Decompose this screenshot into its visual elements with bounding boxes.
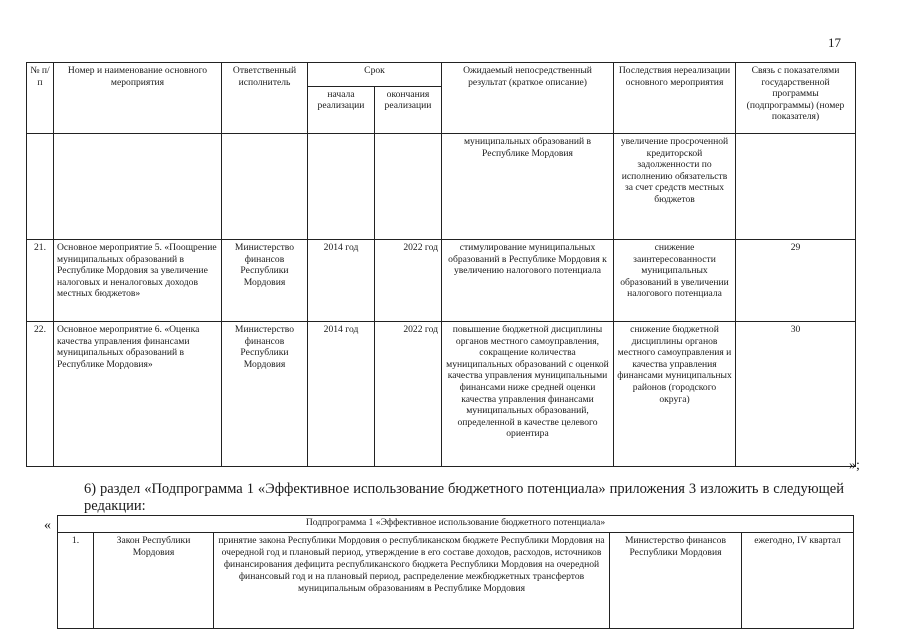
cell-type: Закон Республики Мордовия: [94, 533, 214, 629]
header-start: начала реализации: [308, 86, 375, 133]
cell-link: 29: [736, 240, 856, 322]
cell-consequences: увеличение просроченной кредиторской задолженности по исполнению обязательств за счет средств местных бюджетов: [614, 134, 736, 240]
header-end: окончания реализации: [375, 86, 442, 133]
header-result: Ожидаемый непосредственный результат (краткое описание): [442, 63, 614, 134]
table-row: [27, 322, 856, 467]
table-row: [27, 134, 856, 240]
table-row: [27, 240, 856, 322]
subprogram-table: [57, 515, 854, 629]
cell-result: повышение бюджетной дисциплины органов местного самоуправления, сокращение количества муниципальных образований с оценкой качества управления муниципальными финансами ниже средней оценки качества управления финансами муниципальных образований, определенной в качестве целевого ориентира: [442, 322, 614, 467]
cell-link: 30: [736, 322, 856, 467]
cell-executor: Министерство финансов Республики Мордовия: [222, 240, 308, 322]
cell-num: 1.: [58, 533, 94, 629]
cell-num: 21.: [27, 240, 54, 322]
cell-consequences: снижение бюджетной дисциплины органов местного самоуправления и качества управления финансами муниципальных районов (городского округа): [614, 322, 736, 467]
opening-quote: «: [44, 518, 51, 533]
amendment-paragraph: 6) раздел «Подпрограмма 1 «Эффективное использование бюджетного потенциала» приложения 3 изложить в следующей редакции:: [84, 481, 844, 514]
table-row: [58, 533, 854, 629]
page-number: 17: [828, 35, 841, 50]
cell-result: муниципальных образований в Республике Мордовия: [442, 134, 614, 240]
cell-deadline: ежегодно, IV квартал: [742, 533, 854, 629]
cell-num: 22.: [27, 322, 54, 467]
closing-quote: »;: [849, 458, 860, 473]
header-consequences: Последствия нереализации основного мероприятия: [614, 63, 736, 134]
cell-num: [27, 134, 54, 240]
cell-name: Основное мероприятие 6. «Оценка качества управления финансами муниципальных образований в Республике Мордовия»: [54, 322, 222, 467]
header-executor: Ответственный исполнитель: [222, 63, 308, 134]
cell-result: стимулирование муниципальных образований в Республике Мордовия к увеличению налогового потенциала: [442, 240, 614, 322]
header-link: Связь с показателями государственной программы (подпрограммы) (номер показателя): [736, 63, 856, 134]
table-header-row: [27, 63, 856, 87]
cell-name: Основное мероприятие 5. «Поощрение муниципальных образований в Республике Мордовия за увеличение налоговых и неналоговых доходов местных бюджетов»: [54, 240, 222, 322]
cell-executor: [222, 134, 308, 240]
header-term: Срок: [308, 63, 442, 87]
cell-link: [736, 134, 856, 240]
cell-consequences: снижение заинтересованности муниципальных образований в увеличении налогового потенциала: [614, 240, 736, 322]
cell-start: 2014 год: [308, 240, 375, 322]
cell-executor: Министерство финансов Республики Мордовия: [222, 322, 308, 467]
cell-start: [308, 134, 375, 240]
cell-end: [375, 134, 442, 240]
cell-executor: Министерство финансов Республики Мордовия: [610, 533, 742, 629]
measures-table: [26, 62, 856, 467]
cell-description: принятие закона Республики Мордовия о республиканском бюджете Республики Мордовия на очередной год и плановый период, утверждение в его составе доходов, расходов, источников финансирования дефицита республиканского бюджета Республики Мордовия на очередной финансовый год и на плановый период, распределение межбюджетных трансфертов муниципальным образованиям в Республике Мордовия: [214, 533, 610, 629]
cell-end: 2022 год: [375, 322, 442, 467]
cell-name: [54, 134, 222, 240]
cell-end: 2022 год: [375, 240, 442, 322]
subprogram-header-row: [58, 516, 854, 533]
subprogram-title: Подпрограмма 1 «Эффективное использование бюджетного потенциала»: [58, 516, 854, 533]
cell-start: 2014 год: [308, 322, 375, 467]
header-name: Номер и наименование основного мероприятия: [54, 63, 222, 134]
header-num: № п/п: [27, 63, 54, 134]
